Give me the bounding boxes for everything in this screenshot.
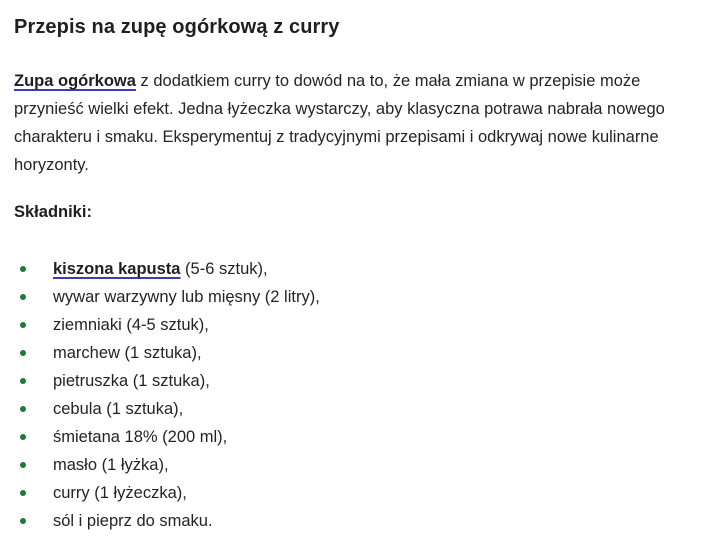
bullet-icon (20, 518, 26, 524)
ingredient-text: wywar warzywny lub mięsny (2 litry), (53, 288, 320, 306)
list-item (14, 423, 320, 451)
list-item (14, 367, 320, 395)
list-item (14, 507, 320, 535)
ingredient-text: marchew (1 sztuka), (53, 344, 202, 362)
ingredient-text: pietruszka (1 sztuka), (53, 372, 210, 390)
ingredient-text: curry (1 łyżeczka), (53, 484, 187, 502)
list-item (14, 311, 320, 339)
bullet-icon (20, 406, 26, 412)
bullet-icon (20, 490, 26, 496)
intro-link-zupa-ogorkowa[interactable]: Zupa ogórkowa (14, 72, 136, 90)
list-item (14, 451, 320, 479)
ingredient-text: sól i pieprz do smaku. (53, 512, 213, 530)
intro-text: z dodatkiem curry to dowód na to, że mała zmiana w przepisie może przynieść wielki efekt. Jedna łyżeczka wystarczy, aby klasyczna potrawa nabrała nowego charakteru i smaku. Eksperymentuj z tradycyjnymi przepisami i odkrywaj nowe kulinarne horyzonty. (14, 72, 665, 174)
ingredient-text: śmietana 18% (200 ml), (53, 428, 228, 446)
ingredient-link-kiszona-kapusta[interactable]: kiszona kapusta (53, 260, 181, 278)
list-item (14, 395, 320, 423)
bullet-icon (20, 462, 26, 468)
bullet-icon (20, 322, 26, 328)
ingredient-text: masło (1 łyżka), (53, 456, 169, 474)
ingredients-list (14, 255, 320, 535)
ingredient-text: (5-6 sztuk), (180, 260, 268, 278)
list-item (14, 283, 320, 311)
bullet-icon (20, 266, 26, 272)
list-item (14, 479, 320, 507)
ingredient-text: ziemniaki (4-5 sztuk), (53, 316, 209, 334)
bullet-icon (20, 434, 26, 440)
bullet-icon (20, 378, 26, 384)
bullet-icon (20, 294, 26, 300)
bullet-icon (20, 350, 26, 356)
ingredients-heading: Składniki: (14, 203, 92, 221)
list-item (14, 255, 320, 283)
article-title: Przepis na zupę ogórkową z curry (14, 16, 340, 38)
ingredient-text: cebula (1 sztuka), (53, 400, 184, 418)
list-item (14, 339, 320, 367)
intro-paragraph (14, 67, 704, 179)
